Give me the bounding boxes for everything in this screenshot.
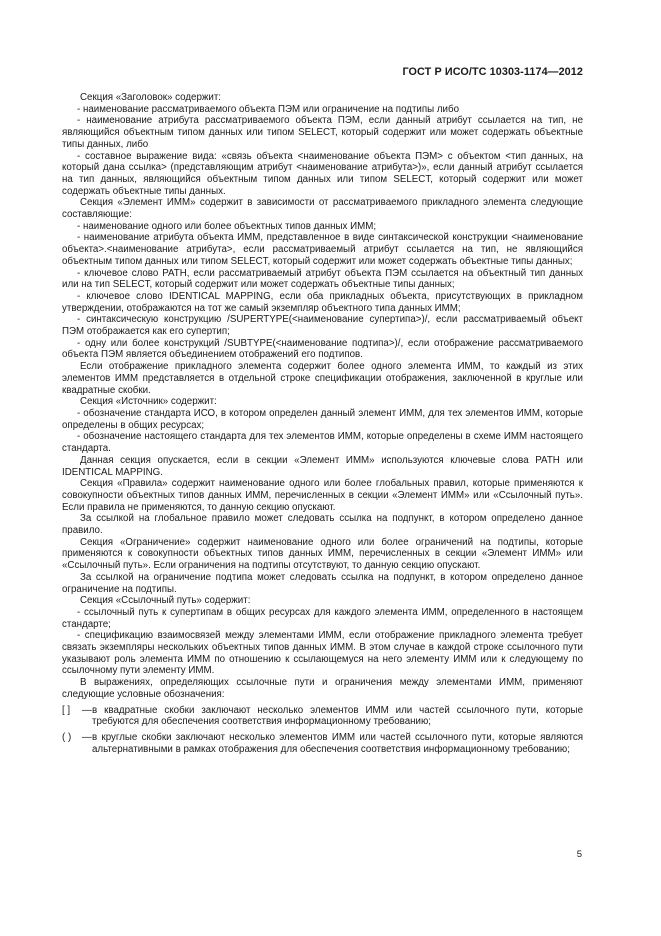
definition-dash: — (82, 704, 92, 716)
paragraph: Данная секция опускается, если в секции «Элемент ИММ» используются ключевые слова PATH или IDENTICAL MAPPING. (62, 454, 583, 478)
list-item: - наименование атрибута рассматриваемого объекта ПЭМ, если данный атрибут ссылается на тип, не являющийся объектным типом данных или типом SELECT, который содержит или может содержать объектные типы данных, либо (62, 115, 583, 150)
definition-item (62, 732, 583, 755)
definition-text: в квадратные скобки заключают несколько элементов ИММ или частей ссылочного пути, которые требуются для обеспечения соответствия информационному требованию; (92, 704, 583, 728)
page-number: 5 (576, 849, 582, 860)
standard-designation: ГОСТ Р ИСО/ТС 10303-1174—2012 (402, 66, 583, 78)
paragraph: За ссылкой на ограничение подтипа может следовать ссылка на подпункт, в котором определено данное ограничение на подтипы. (62, 571, 583, 595)
definition-dash: — (82, 731, 92, 743)
list-item: - спецификацию взаимосвязей между элементами ИММ, если отображение прикладного элемента требует связать экземпляры нескольких объектных типов данных ИММ. В этом случае в каждой строке ссылочного пути указывают роль элемента ИММ по отношению к ссылающемуся на него элементу ИММ или к следующему по ссылочному пути элементу ИММ. (62, 630, 583, 677)
body-text (62, 92, 583, 755)
list-item: - ключевое слово IDENTICAL MAPPING, если оба прикладных объекта, присутствующих в прикладном утверждении, отображаются на тот же самый экземпляр объектного типа данных ИММ; (62, 290, 583, 314)
list-item: - наименование одного или более объектных типов данных ИММ; (77, 220, 377, 232)
definition-text: в круглые скобки заключают несколько элементов ИММ или частей ссылочного пути, которые являются альтернативными в рамках отображения для обеспечения соответствия информационному требованию; (92, 731, 583, 755)
list-item: - синтаксическую конструкцию /SUPERTYPE(<наименование супертипа>)/, если рассматриваемый объект ПЭМ отображается как его супертип; (62, 314, 583, 338)
list-item: - обозначение настоящего стандарта для тех элементов ИММ, которые определены в схеме ИММ настоящего стандарта. (62, 431, 583, 455)
paragraph: Секция «Элемент ИММ» содержит в зависимости от рассматриваемого прикладного элемента следующие составляющие: (62, 197, 583, 221)
list-item: - наименование атрибута объекта ИММ, представленное в виде синтаксической конструкции <наименование объекта>.<наименование атрибута>, если рассматриваемый атрибут ссылается на тип, не являющийся объектным типом данных или типом SELECT, который содержит или может содержать объектные типы данных; (62, 232, 583, 267)
definition-term: ( ) (62, 731, 72, 743)
paragraph: Секция «Ограничение» содержит наименование одного или более ограничений на подтипы, которые применяются к совокупности объектных типов данных ИММ, перечисленных в секции «Элемент ИММ» или «Ссылочный путь». Если ограничения на подтипы отсутствуют, то данную секцию опускают. (62, 536, 583, 572)
paragraph: Секция «Источник» содержит: (80, 396, 217, 408)
paragraph: Секция «Ссылочный путь» содержит: (80, 595, 251, 607)
list-item: - наименование рассматриваемого объекта ПЭМ или ограничение на подтипы либо (77, 103, 460, 115)
paragraph: За ссылкой на глобальное правило может следовать ссылка на подпункт, в котором определено данное правило. (62, 513, 583, 537)
paragraph: Секция «Заголовок» содержит: (80, 92, 222, 103)
list-item: - ссылочный путь к супертипам в общих ресурсах для каждого элемента ИММ, определенного в настоящем стандарте; (62, 606, 583, 630)
definition-term: [ ] (62, 704, 71, 716)
notation-definitions (62, 705, 583, 756)
list-item: - ключевое слово PATH, если рассматриваемый атрибут объекта ПЭМ ссылается на объектный тип данных или на тип SELECT, который содержит или может содержать объектные типы данных; (62, 267, 583, 291)
definition-item (62, 705, 583, 728)
paragraph: В выражениях, определяющих ссылочные пути и ограничения между элементами ИММ, применяют следующие условные обозначения: (62, 677, 583, 700)
paragraph: Секция «Правила» содержит наименование одного или более глобальных правил, которые применяются к совокупности объектных типов данных ИММ, перечисленных в секции «Элемент ИММ» или «Ссылочный путь». Если правила не применяются, то данную секцию опускают. (62, 478, 583, 513)
list-item: - обозначение стандарта ИСО, в котором определен данный элемент ИММ, для тех элементов ИММ, которые определены в общих ресурсах; (62, 407, 583, 431)
paragraph: Если отображение прикладного элемента содержит более одного элемента ИММ, то каждый из этих элементов ИММ представляется в отдельной строке спецификации отображения, заключенной в круглые или квадратные скобки. (62, 361, 583, 396)
list-item: - одну или более конструкций /SUBTYPE(<наименование подтипа>)/, если отображение рассматриваемого объекта ПЭМ является объединением отображений его подтипов. (62, 337, 583, 361)
list-item: - составное выражение вида: «связь объекта <наименование объекта ПЭМ> с объектом <тип данных, на который дана ссылка> (представляющим атрибут <наименование атрибута>)», если данный атрибут ссылается на тип данных, являющийся объектным типом данных или типом SELECT, который содержит или может содержать объектные типы данных. (62, 150, 583, 197)
